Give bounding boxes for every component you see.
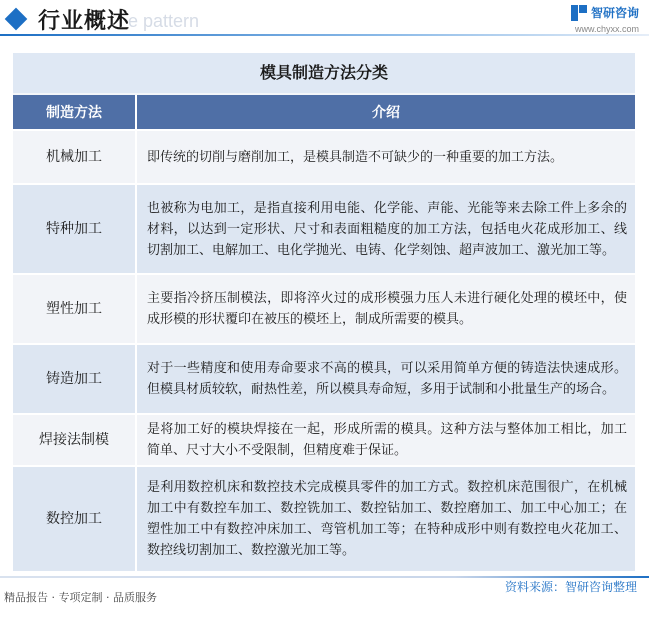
desc-cell: 对于一些精度和使用寿命要求不高的模具，可以采用简单方便的铸造法快速成形。但模具材质较软，耐热性差，所以模具寿命短，多用于试制和小批量生产的场合。 (137, 345, 635, 415)
table-row (13, 131, 635, 185)
method-table (13, 95, 635, 573)
desc-cell: 主要指冷挤压制模法，即将淬火过的成形模强力压人未进行硬化处理的模坯中，使成形模的形状覆印在被压的模坯上，制成所需要的模具。 (137, 275, 635, 345)
diamond-icon (5, 8, 28, 31)
column-header-method: 制造方法 (13, 95, 137, 131)
chyxx-logo-icon (571, 5, 587, 21)
brand-url[interactable]: www.chyxx.com (574, 24, 639, 34)
table-row (13, 185, 635, 275)
page-title: 行业概述 (38, 9, 131, 34)
table-row (13, 467, 635, 573)
method-table-card (13, 53, 635, 566)
desc-cell: 即传统的切削与磨削加工，是模具制造不可缺少的一种重要的加工方法。 (137, 131, 635, 185)
desc-cell: 是利用数控机床和数控技术完成模具零件的加工方式。数控机床范围很广，在机械加工中有数控车加工、数控铣加工、数控钻加工、数控磨加工、加工中心加工；在塑性加工中有数控冲床加工、弯管机加工等；在特种成形中则有数控电火花加工、数控线切割加工、数控激光加工等。 (137, 467, 635, 573)
source-note: 资料来源：智研咨询整理 (504, 580, 637, 594)
table-row (13, 275, 635, 345)
table-title: 模具制造方法分类 (13, 53, 635, 93)
brand-name: 智研咨询 (590, 6, 639, 20)
header-divider (0, 34, 649, 36)
method-cell: 特种加工 (13, 185, 137, 275)
page-header (0, 0, 649, 40)
method-cell: 机械加工 (13, 131, 137, 185)
column-header-intro: 介绍 (137, 95, 635, 131)
table-row (13, 415, 635, 467)
method-cell: 数控加工 (13, 467, 137, 573)
footer-slogan: 精品报告 · 专项定制 · 品质服务 (4, 591, 157, 604)
desc-cell: 也被称为电加工，是指直接利用电能、化学能、声能、光能等来去除工件上多余的材料，以达到一定形状、尺寸和表面粗糙度的加工方法，包括电火花成形加工、线切割加工、电解加工、电化学抛光、电铸、化学刻蚀、超声波加工、激光加工等。 (137, 185, 635, 275)
table-header-row (13, 95, 635, 131)
table-row (13, 345, 635, 415)
watermark-text: e pattern (128, 11, 200, 31)
method-cell: 塑性加工 (13, 275, 137, 345)
method-cell: 铸造加工 (13, 345, 137, 415)
desc-cell: 是将加工好的模块焊接在一起，形成所需的模具。这种方法与整体加工相比，加工简单、尺寸大小不受限制，但精度难于保证。 (137, 415, 635, 467)
method-cell: 焊接法制模 (13, 415, 137, 467)
brand[interactable] (571, 4, 639, 21)
